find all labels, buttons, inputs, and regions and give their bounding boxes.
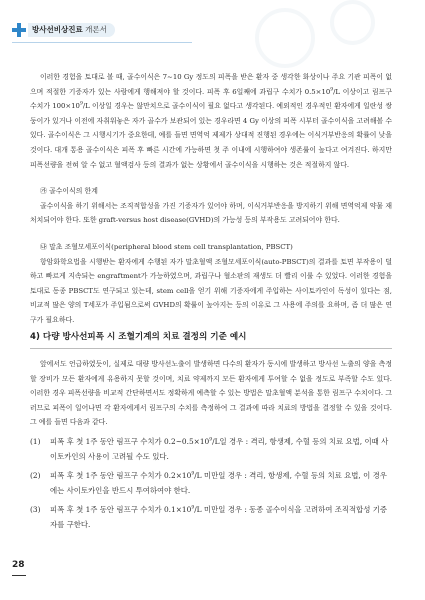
- paragraph-bone-marrow: 이러한 경험을 토대로 볼 때, 골수이식은 7~10 Gy 정도의 피폭을 받은 환자 중 생각한 화상이나 주요 기관 피폭이 없으며 적절한 기증자가 있는 사람에게 행해져야 할 것이다. 피폭 후 6일째에 과립구 수치가 $0.5\times 10^9/L$ 이상이고 림프구 수치가 $100\times 10^9/L$ 이상일 경우는 않만치으로 골수이식이 필요 없다고 생각된다. 예외적인 경우적인 환자에게 일란성 쌍둥이가 있거나 이전에 자취워놓은 자가 골수가 보관되어 있는 경우라면 4 Gy 이상의 피폭 시부터 골수이식을 고려해볼 수 있다. 골수이식은 그 시행시기가 중요한데, 예를 들면 면역억 제제가 상대적 진행된 경우에는 이식거부반응의 확률이 낮을 것이다. 대개 통용 골수이식은 피폭 후 빠른 시간에 가능하면 첫 주 이내에 시행하여야 생존률이 높다고 여겨진다. 하지만 피폭선량을 전혀 알 수 없고 혈액검사 등의 결과가 없는 상황에서 골수이식을 시행하는 것은 적절하지 않다.: [30, 73, 392, 169]
- section-intro: 앞에서도 언급하였듯이, 실제로 대량 방사선노출이 발생하면 다수의 환자가 동시에 발생하고 방사선 노출의 양을 측정할 장비가 모든 환자에게 유용하지 못할 것이며, 치료 약제까지 모든 환자에게 투여할 수 없을 정도로 부족할 수도 있다. 이러한 경우 피폭선량을 비교적 간단하면서도 정확하게 예측할 수 있는 방법은 말초혈액 분석을 통한 림프구 수치이다. 그러므로 피폭이 일어나면 각 환자에게서 림프구의 수치를 측정하여 그 결과에 따라 치료의 방법을 결정할 수 있을 것이다. 그 예를 들면 다음과 같다.: [30, 360, 392, 427]
- header-title: [28, 23, 115, 37]
- section-divider: [30, 348, 392, 349]
- section-heading: 4) 다량 방사선피폭 시 조혈기계의 치료 결정의 기준 예시: [30, 332, 247, 342]
- medical-cross-icon: [12, 23, 26, 37]
- list-item-text: 피폭 후 첫 1주 동안 림프구 수치가 $0.2\times 10^9/L$ 미만일 경우 : 격리, 항생제, 수혈 등의 치료 요법, 이 경우에는 사이토카인을 반드시 투여하여야 한다.: [50, 470, 387, 495]
- subsection-heading-limits: ㉮ 골수이식의 한계: [40, 187, 98, 196]
- watermark-circle: [330, 0, 375, 45]
- main-text: [30, 70, 392, 328]
- list-item: [30, 468, 392, 498]
- list-item-number: (3): [30, 504, 41, 514]
- running-header: [12, 20, 115, 40]
- page-number: 28: [12, 560, 25, 570]
- subsection-heading-pbsct: ㉯ 말초 조혈모세포이식(peripheral blood stem cell transplantation, PBSCT): [40, 242, 293, 251]
- list-item: [30, 434, 392, 464]
- subsection-body-pbsct: 항암화학요법을 시행받는 환자에게 수행된 자가 말초혈액 조혈모세포이식(auto-PBSCT)의 결과를 토면 부작용이 덜하고 빠르게 지속되는 engraftment가 가능하였으며, 과립구나 혈소판의 재생도 더 빨리 이룰 수 있었다. 이러한 경험을 토대로 동종 PBSCT도 연구되고 있는데, stem cell을 얻기 위해 기증자에게 주입하는 사이토카인이 독성이 있다는 점, 비교적 많은 양의 T세포가 주입됨으로써 GVHD의 확률이 높아지는 등의 이유로 그 사용에 주의를 요하며, 좀 더 많은 연구가 필요하다.: [30, 257, 392, 324]
- list-item-number: (1): [30, 436, 41, 446]
- list-item-text: 피폭 후 첫 1주 동안 림프구 수치가 $0.1\times 10^9/L$ 미만일 경우 : 동종 골수이식을 고려하여 조직적합성 기증자를 구한다.: [50, 504, 388, 529]
- header-divider: [12, 42, 192, 43]
- list-item-text: 피폭 후 첫 1주 동안 림프구 수치가 $0.2\sim 0.5\times 10^9/L$일 경우 : 격리, 항생제, 수혈 등의 치료 요법, 이때 사이토카인의 사용이 고려될 수도 있다.: [50, 436, 389, 461]
- criteria-list: [30, 434, 392, 532]
- header-title-rest: 개론서: [82, 25, 107, 34]
- list-item: [30, 502, 392, 532]
- list-item-number: (2): [30, 470, 41, 480]
- section-4: [30, 330, 392, 536]
- subsection-body-limits: 골수이식을 하기 위해서는 조직적합성을 가진 기증자가 있어야 하며, 이식거부반응을 방지하기 위해 면역억제 약물 재처치되어야 한다. 또한 graft-versus host disease(GVHD)의 가능성 등의 부작용도 고려되어야 한다.: [30, 201, 392, 225]
- header-title-bold: 방사선비상진료: [32, 25, 83, 34]
- watermark-circle: [255, 8, 315, 68]
- page-number-underline: [12, 575, 26, 576]
